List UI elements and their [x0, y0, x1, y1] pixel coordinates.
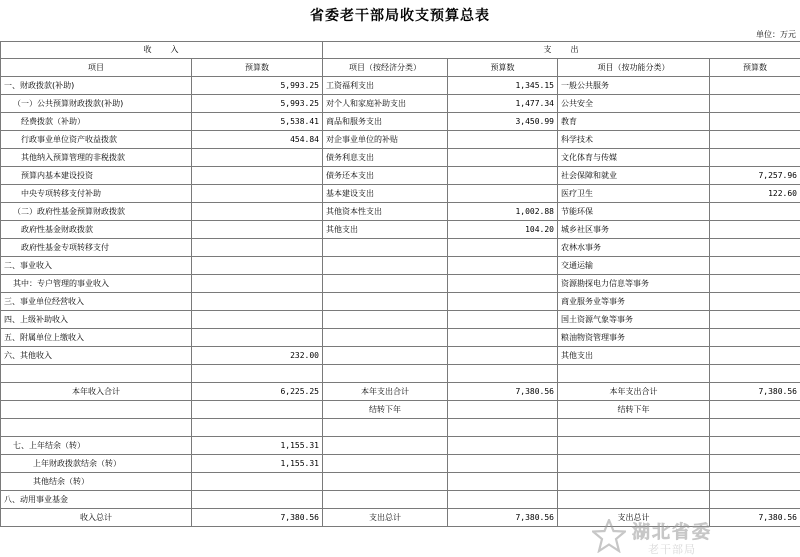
econ-item-cell: 结转下年 [323, 401, 448, 419]
header-budget: 预算数 [710, 59, 800, 77]
income-budget-cell [192, 293, 323, 311]
econ-budget-cell [448, 473, 558, 491]
econ-item-cell: 本年支出合计 [323, 383, 448, 401]
table-row [1, 239, 800, 257]
func-item-cell: 农林水事务 [558, 239, 710, 257]
header-econ-item: 项目（按经济分类） [323, 59, 448, 77]
income-budget-cell [192, 491, 323, 509]
func-item-cell: 文化体育与传媒 [558, 149, 710, 167]
func-item-cell [558, 455, 710, 473]
econ-item-cell [323, 239, 448, 257]
income-item-cell: 经费拨款（补助） [1, 113, 192, 131]
func-budget-cell [710, 473, 800, 491]
table-row [1, 113, 800, 131]
func-item-cell: 支出总计 [558, 509, 710, 527]
income-item-cell: 五、附属单位上缴收入 [1, 329, 192, 347]
econ-budget-cell: 1,345.15 [448, 77, 558, 95]
table-row [1, 95, 800, 113]
func-budget-cell [710, 221, 800, 239]
econ-item-cell [323, 275, 448, 293]
header-item: 项目 [1, 59, 192, 77]
income-budget-cell [192, 185, 323, 203]
table-row [1, 401, 800, 419]
income-budget-cell: 7,380.56 [192, 509, 323, 527]
table-row [1, 185, 800, 203]
income-budget-cell [192, 329, 323, 347]
func-budget-cell [710, 275, 800, 293]
func-budget-cell [710, 113, 800, 131]
func-item-cell [558, 437, 710, 455]
table-row [1, 365, 800, 383]
econ-budget-cell: 7,380.56 [448, 509, 558, 527]
func-budget-cell [710, 365, 800, 383]
header-row [1, 59, 800, 77]
table-row [1, 221, 800, 239]
income-budget-cell [192, 167, 323, 185]
econ-budget-cell [448, 293, 558, 311]
econ-budget-cell [448, 329, 558, 347]
econ-budget-cell [448, 185, 558, 203]
income-budget-cell: 1,155.31 [192, 455, 323, 473]
func-item-cell: 本年支出合计 [558, 383, 710, 401]
econ-budget-cell [448, 491, 558, 509]
income-budget-cell [192, 149, 323, 167]
income-item-cell: 政府性基金财政拨款 [1, 221, 192, 239]
func-item-cell: 商业服务业等事务 [558, 293, 710, 311]
econ-item-cell [323, 329, 448, 347]
income-item-cell: 一、财政拨款(补助) [1, 77, 192, 95]
econ-item-cell: 对个人和家庭补助支出 [323, 95, 448, 113]
func-budget-cell: 7,380.56 [710, 383, 800, 401]
func-item-cell: 其他支出 [558, 347, 710, 365]
econ-budget-cell: 3,450.99 [448, 113, 558, 131]
income-item-cell: 收入总计 [1, 509, 192, 527]
econ-budget-cell [448, 437, 558, 455]
func-item-cell [558, 365, 710, 383]
func-budget-cell [710, 203, 800, 221]
watermark-line2: 老干部局 [648, 543, 696, 556]
econ-item-cell [323, 311, 448, 329]
func-budget-cell [710, 419, 800, 437]
income-item-cell: 中央专项转移支付补助 [1, 185, 192, 203]
econ-budget-cell [448, 275, 558, 293]
income-item-cell [1, 401, 192, 419]
income-budget-cell: 5,538.41 [192, 113, 323, 131]
func-item-cell: 公共安全 [558, 95, 710, 113]
table-row [1, 203, 800, 221]
income-item-cell: 行政事业单位资产收益拨款 [1, 131, 192, 149]
table-row [1, 329, 800, 347]
func-budget-cell: 7,380.56 [710, 509, 800, 527]
func-budget-cell [710, 347, 800, 365]
func-item-cell: 结转下年 [558, 401, 710, 419]
func-item-cell: 资源勘探电力信息等事务 [558, 275, 710, 293]
income-budget-cell: 1,155.31 [192, 437, 323, 455]
func-budget-cell: 7,257.96 [710, 167, 800, 185]
econ-item-cell [323, 257, 448, 275]
func-item-cell [558, 491, 710, 509]
section-row [1, 42, 800, 59]
income-item-cell: 七、上年结余（转） [1, 437, 192, 455]
table-row [1, 473, 800, 491]
income-budget-cell [192, 239, 323, 257]
func-item-cell: 社会保障和就业 [558, 167, 710, 185]
income-budget-cell [192, 311, 323, 329]
income-item-cell: 其他纳入预算管理的非税拨款 [1, 149, 192, 167]
econ-budget-cell [448, 257, 558, 275]
income-budget-cell [192, 365, 323, 383]
econ-budget-cell [448, 311, 558, 329]
econ-item-cell [323, 419, 448, 437]
func-item-cell: 一般公共服务 [558, 77, 710, 95]
income-budget-cell [192, 221, 323, 239]
econ-item-cell: 债务利息支出 [323, 149, 448, 167]
func-budget-cell [710, 95, 800, 113]
func-budget-cell [710, 329, 800, 347]
func-budget-cell [710, 149, 800, 167]
func-budget-cell [710, 293, 800, 311]
budget-table [0, 41, 800, 527]
income-item-cell: 其他结余（转） [1, 473, 192, 491]
func-item-cell: 科学技术 [558, 131, 710, 149]
econ-budget-cell [448, 347, 558, 365]
econ-budget-cell [448, 131, 558, 149]
income-item-cell [1, 365, 192, 383]
econ-item-cell [323, 473, 448, 491]
table-row [1, 311, 800, 329]
func-budget-cell [710, 455, 800, 473]
func-item-cell [558, 419, 710, 437]
page-title: 省委老干部局收支预算总表 [310, 8, 490, 24]
func-item-cell: 医疗卫生 [558, 185, 710, 203]
func-budget-cell [710, 239, 800, 257]
unit-label: 单位：万元 [756, 30, 796, 39]
income-budget-cell [192, 275, 323, 293]
income-item-cell: 八、动用事业基金 [1, 491, 192, 509]
econ-item-cell [323, 491, 448, 509]
expenditure-section-label: 支 出 [323, 42, 800, 59]
table-row [1, 293, 800, 311]
table-row [1, 77, 800, 95]
income-budget-cell: 5,993.25 [192, 95, 323, 113]
econ-budget-cell: 1,002.88 [448, 203, 558, 221]
func-budget-cell [710, 131, 800, 149]
func-item-cell: 节能环保 [558, 203, 710, 221]
income-item-cell [1, 419, 192, 437]
table-row [1, 275, 800, 293]
econ-item-cell [323, 455, 448, 473]
income-budget-cell [192, 473, 323, 491]
table-row [1, 383, 800, 401]
income-item-cell: 政府性基金专项转移支付 [1, 239, 192, 257]
func-budget-cell [710, 311, 800, 329]
watermark-line1: 湖北省委 [632, 522, 712, 543]
func-budget-cell [710, 437, 800, 455]
econ-item-cell: 工资福利支出 [323, 77, 448, 95]
econ-budget-cell [448, 401, 558, 419]
econ-item-cell: 商品和服务支出 [323, 113, 448, 131]
econ-budget-cell [448, 239, 558, 257]
func-item-cell: 教育 [558, 113, 710, 131]
table-row [1, 347, 800, 365]
income-item-cell: （一）公共预算财政拨款(补助) [1, 95, 192, 113]
income-item-cell: 本年收入合计 [1, 383, 192, 401]
econ-item-cell: 其他资本性支出 [323, 203, 448, 221]
econ-budget-cell: 104.20 [448, 221, 558, 239]
table-row [1, 257, 800, 275]
income-item-cell: 上年财政拨款结余（转） [1, 455, 192, 473]
income-item-cell: 预算内基本建设投资 [1, 167, 192, 185]
income-budget-cell [192, 203, 323, 221]
table-row [1, 455, 800, 473]
econ-item-cell [323, 293, 448, 311]
econ-item-cell [323, 365, 448, 383]
func-item-cell: 国土资源气象等事务 [558, 311, 710, 329]
header-budget: 预算数 [192, 59, 323, 77]
income-item-cell: 四、上级补助收入 [1, 311, 192, 329]
income-item-cell: 二、事业收入 [1, 257, 192, 275]
func-budget-cell: 122.60 [710, 185, 800, 203]
econ-budget-cell [448, 167, 558, 185]
income-budget-cell: 454.84 [192, 131, 323, 149]
econ-item-cell: 其他支出 [323, 221, 448, 239]
table-row [1, 167, 800, 185]
table-row [1, 491, 800, 509]
econ-item-cell [323, 347, 448, 365]
income-item-cell: 其中：专户管理的事业收入 [1, 275, 192, 293]
table-row [1, 437, 800, 455]
func-budget-cell [710, 491, 800, 509]
econ-budget-cell [448, 419, 558, 437]
table-row [1, 419, 800, 437]
econ-item-cell: 债务还本支出 [323, 167, 448, 185]
income-section-label: 收 入 [1, 42, 323, 59]
econ-budget-cell: 7,380.56 [448, 383, 558, 401]
table-row [1, 149, 800, 167]
income-budget-cell [192, 401, 323, 419]
econ-budget-cell [448, 365, 558, 383]
income-budget-cell [192, 419, 323, 437]
func-budget-cell [710, 257, 800, 275]
econ-item-cell: 支出总计 [323, 509, 448, 527]
func-budget-cell [710, 77, 800, 95]
header-budget: 预算数 [448, 59, 558, 77]
income-item-cell: （二）政府性基金预算财政拨款 [1, 203, 192, 221]
econ-budget-cell [448, 149, 558, 167]
econ-item-cell [323, 437, 448, 455]
income-item-cell: 三、事业单位经营收入 [1, 293, 192, 311]
income-budget-cell: 5,993.25 [192, 77, 323, 95]
table-row [1, 509, 800, 527]
econ-budget-cell: 1,477.34 [448, 95, 558, 113]
func-item-cell [558, 473, 710, 491]
func-item-cell: 城乡社区事务 [558, 221, 710, 239]
func-item-cell: 粮油物资管理事务 [558, 329, 710, 347]
header-func-item: 项目（按功能分类） [558, 59, 710, 77]
econ-budget-cell [448, 455, 558, 473]
func-item-cell: 交通运输 [558, 257, 710, 275]
income-budget-cell: 232.00 [192, 347, 323, 365]
table-row [1, 131, 800, 149]
income-item-cell: 六、其他收入 [1, 347, 192, 365]
income-budget-cell: 6,225.25 [192, 383, 323, 401]
econ-item-cell: 对企事业单位的补贴 [323, 131, 448, 149]
econ-item-cell: 基本建设支出 [323, 185, 448, 203]
income-budget-cell [192, 257, 323, 275]
func-budget-cell [710, 401, 800, 419]
